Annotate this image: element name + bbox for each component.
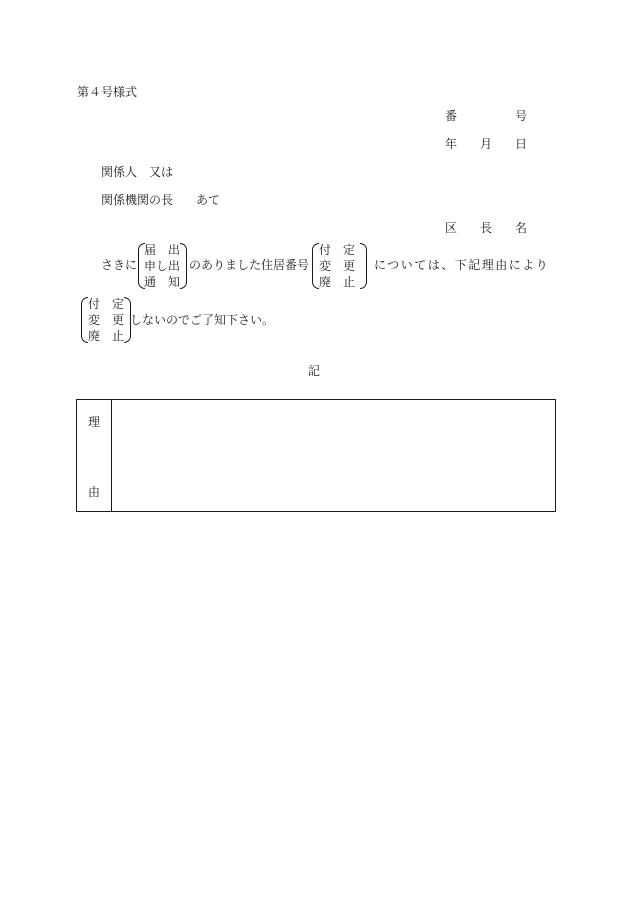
- sender-line: [445, 222, 527, 234]
- addressee-line-2: 関係機関の長: [101, 193, 174, 207]
- sender-cho: 長: [479, 221, 492, 235]
- reason-label-ri: 理: [87, 415, 100, 429]
- notice-option-todokede: 届 出: [144, 243, 180, 257]
- notice-options: [144, 242, 180, 290]
- number-label-go: 号: [514, 109, 527, 123]
- notice-option-moushide: 申し出: [144, 259, 181, 273]
- action-options-1: [319, 242, 355, 290]
- action-option-futei: 付 定: [319, 243, 355, 257]
- action-option-haishi: 廃 止: [319, 275, 355, 289]
- date-year-label: 年: [445, 137, 458, 151]
- action-options-2: [88, 296, 124, 344]
- action-option-2-futei: 付 定: [88, 297, 124, 311]
- reason-content-cell[interactable]: [112, 400, 556, 512]
- date-month-label: 月: [479, 137, 492, 151]
- number-label-ban: 番: [445, 109, 458, 123]
- body-intro: さきに: [101, 258, 138, 272]
- body-middle: のありました住居番号: [189, 258, 310, 272]
- reason-table: [76, 399, 556, 512]
- action-option-2-haishi: 廃 止: [88, 329, 124, 343]
- action-options-1-open-bracket: [312, 243, 319, 289]
- sender-mei: 名: [514, 221, 527, 235]
- record-heading: 記: [308, 364, 321, 378]
- document-number-line: [445, 110, 527, 122]
- action-options-1-close-bracket: [360, 243, 367, 289]
- date-day-label: 日: [514, 137, 527, 151]
- notice-option-tsuchi: 通 知: [144, 275, 180, 289]
- action-options-2-open-bracket: [81, 297, 88, 343]
- reason-label-yu: 由: [87, 485, 100, 499]
- addressee-line-1: 関係人 又は: [101, 165, 174, 179]
- action-option-2-henko: 変 更: [88, 313, 124, 327]
- notice-options-close-bracket: [180, 243, 187, 289]
- reason-label-cell: [77, 400, 112, 512]
- form-number: 第４号様式: [77, 85, 138, 99]
- action-option-henko: 変 更: [319, 259, 355, 273]
- body-ending: については、下記理由により: [374, 258, 550, 272]
- body-closing: しないのでご了知下さい。: [130, 313, 275, 327]
- addressee-suffix: あて: [196, 193, 221, 207]
- sender-ku: 区: [445, 221, 458, 235]
- date-line: [445, 138, 527, 150]
